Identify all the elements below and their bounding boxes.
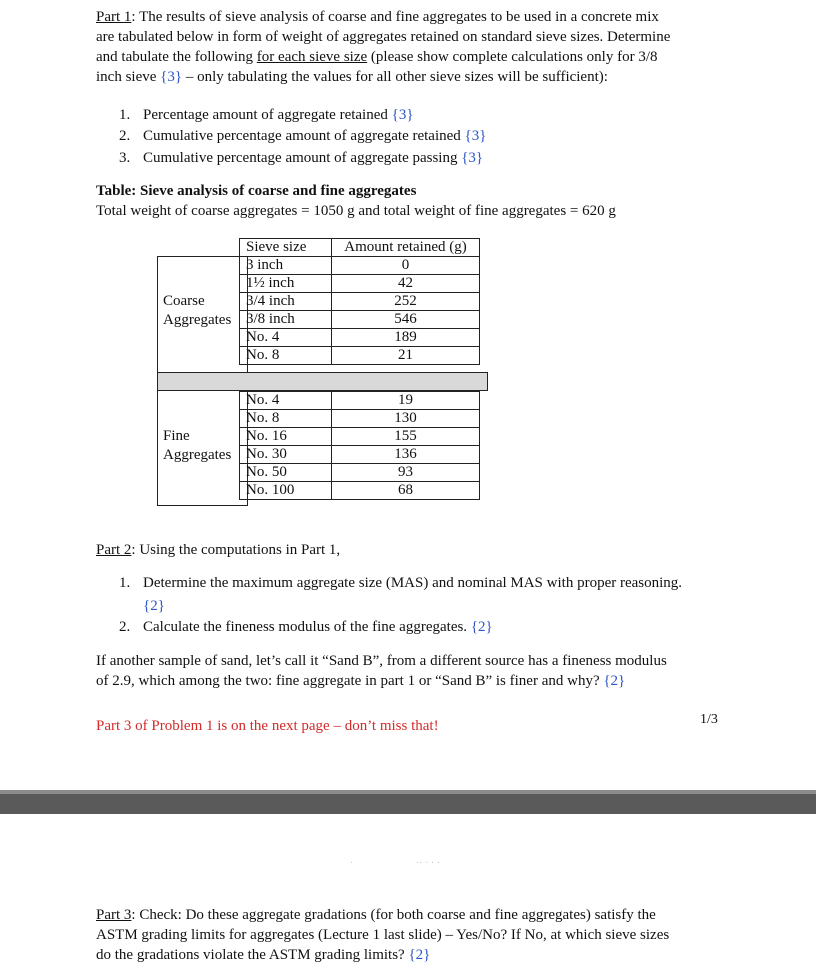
- points-badge: {3}: [160, 69, 183, 85]
- part2-label: Part 2: [96, 542, 132, 558]
- table-row: No. 50 93: [157, 464, 480, 482]
- points-badge: {2}: [408, 947, 431, 963]
- points-badge: {3}: [391, 107, 414, 123]
- table-row: No. 30 136: [157, 446, 480, 464]
- table-header-row: [157, 239, 480, 257]
- part2-intro: Part 2: Using the computations in Part 1,: [96, 542, 341, 558]
- part3-label: Part 3: [96, 907, 132, 923]
- sand-b-question: If another sample of sand, let’s call it “Sand B”, from a different source has a fineness modulus of 2.9, which among the two: fine aggregate in part 1 or “Sand B” is finer and why? {2}: [96, 653, 667, 689]
- part1-label: Part 1: [96, 9, 132, 25]
- part2-item-1: 1. Determine the maximum aggregate size (MAS) and nominal MAS with proper reasoning.: [119, 575, 683, 591]
- table-caption: Table: Sieve analysis of coarse and fine aggregates: [96, 183, 417, 199]
- points-badge: {3}: [461, 150, 484, 166]
- table-subcaption: Total weight of coarse aggregates = 1050 g and total weight of fine aggregates = 620 g: [96, 203, 616, 219]
- table-row: 3/8 inch 546: [157, 311, 480, 329]
- header-amount-retained: Amount retained (g): [332, 239, 480, 257]
- emphasis-each-sieve: for each sieve size: [256, 49, 368, 65]
- table-caption-block: [96, 181, 616, 221]
- part1-item-3: 3. Cumulative percentage amount of aggregate passing {3}: [119, 150, 484, 166]
- page-number: 1/3: [700, 712, 718, 727]
- part1-item-2: 2. Cumulative percentage amount of aggregate retained {3}: [119, 128, 487, 144]
- part2-item-2: 2. Calculate the fineness modulus of the fine aggregates. {2}: [119, 619, 493, 635]
- header-sieve-size: Sieve size: [240, 239, 332, 257]
- table-row: No. 4 189: [157, 329, 480, 347]
- table-row: No. 100 68: [157, 482, 480, 500]
- sieve-table-coarse: [157, 238, 480, 365]
- part1-item-1: 1. Percentage amount of aggregate retained {3}: [119, 107, 414, 123]
- sieve-table-fine: [157, 391, 480, 500]
- fine-label: Fine Aggregates: [163, 427, 232, 463]
- table-row: Fine Aggregates No. 4 19: [157, 392, 480, 410]
- coarse-label: Coarse Aggregates: [163, 292, 232, 328]
- table-row: No. 16 155: [157, 428, 480, 446]
- points-badge: {3}: [464, 128, 487, 144]
- points-badge: {2}: [143, 598, 165, 614]
- points-badge: {2}: [603, 673, 626, 689]
- table-row: Coarse Aggregates 3 inch 0: [157, 257, 480, 275]
- scan-specks: · ·· · · ·: [350, 858, 440, 869]
- part3-paragraph: Part 3: Check: Do these aggregate gradations (for both coarse and fine aggregates) satisfy the ASTM grading limits for aggregates (Lecture 1 last slide) – Yes/No? If No, at which sieve sizes do the gradations violate the ASTM grading limits? {2}: [96, 907, 670, 963]
- next-page-notice: Part 3 of Problem 1 is on the next page – don’t miss that!: [96, 718, 439, 734]
- table-separator-row: [157, 372, 488, 391]
- page-divider: [0, 790, 816, 814]
- table-row: 1½ inch 42: [157, 275, 480, 293]
- part1-paragraph: Part 1: The results of sieve analysis of coarse and fine aggregates to be used in a concrete mix are tabulated below in form of weight of aggregates retained on standard sieve sizes. Determine and tabulate the following for each sieve size (please show complete calculations only for 3/8 inch sieve {3} – only tabulating the values for all other sieve sizes will be sufficient):: [96, 9, 671, 85]
- part1-line2: are tabulated below in form of weight of aggregates retained on standard sieve sizes. Determine: [96, 29, 671, 45]
- table-row: No. 8 130: [157, 410, 480, 428]
- points-badge: {2}: [470, 619, 493, 635]
- table-row: No. 8 21: [157, 347, 480, 365]
- table-row: 3/4 inch 252: [157, 293, 480, 311]
